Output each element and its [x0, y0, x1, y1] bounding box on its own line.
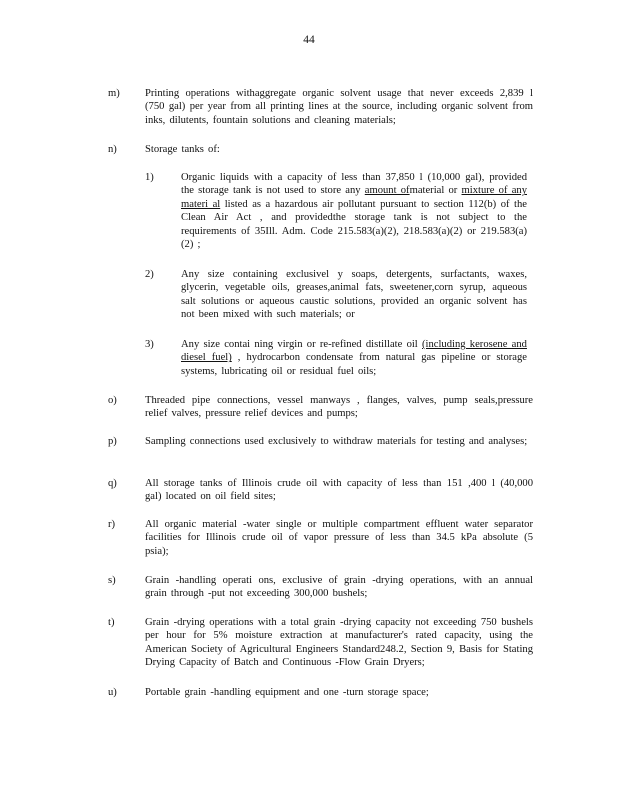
- sub-item-text: Any size contai ning virgin or re-refined distillate oil (including kerosene and diesel fuel) , hydrocarbon condensate from natural gas pipeline or storage systems, lubricating oil or residual fuel oils;: [181, 339, 527, 377]
- item-label: n): [108, 144, 117, 155]
- item-label: m): [108, 88, 120, 99]
- item-label: q): [108, 478, 117, 489]
- item-text: Grain -drying operations with a total grain -drying capacity not exceeding 750 bushels per hour for 5% moisture extraction at manufacturer's rated capacity, using the American Society of Agricultural Engineers Standard248.2, Section 9, Basis for Stating Drying Capacity of Batch and Continuous -Flow Grain Dryers;: [145, 617, 533, 669]
- item-label: p): [108, 436, 117, 447]
- sub-item-text: Organic liquids with a capacity of less than 37,850 l (10,000 gal), provided the storage tank is not used to store any amount ofmaterial or mixture of any materi al listed as a hazardous air pollutant pursuant to section 112(b) of the Clean Air Act , and providedthe storage tank is not subject to the requirements of 35Ill. Adm. Code 215.583(a)(2), 218.583(a)(2) or 219.583(a)(2) ;: [181, 172, 527, 251]
- item-text: Portable grain -handling equipment and one -turn storage space;: [145, 687, 429, 698]
- item-text: Grain -handling operati ons, exclusive of grain -drying operations, with an annual grain through -put not exceeding 300,000 bushels;: [145, 575, 533, 600]
- sub-item-text: Any size containing exclusivel y soaps, detergents, surfactants, waxes, glycerin, vegetable oils, greases,animal fats, sweetener,corn syrup, aqueous salt solutions or aqueous caustic solutions, provided an organic solvent has not been mixed with such materials; or: [181, 269, 527, 321]
- item-label: o): [108, 395, 117, 406]
- item-label: s): [108, 575, 116, 586]
- item-label: u): [108, 687, 117, 698]
- sub-item-label: 2): [145, 269, 154, 280]
- sub-item-label: 3): [145, 339, 154, 350]
- item-text: Printing operations withaggregate organic solvent usage that never exceeds 2,839 l (750 gal) per year from all printing lines at the source, including organic solvent from inks, dilutents, fountain solutions and cleaning materials;: [145, 88, 533, 126]
- sub-item-label: 1): [145, 172, 154, 183]
- item-text: All storage tanks of Illinois crude oil with capacity of less than 151 ,400 l (40,000 gal) located on oil field sites;: [145, 478, 533, 503]
- page-number: 44: [303, 34, 315, 46]
- item-text: All organic material -water single or multiple compartment effluent water separator facilities for Illinois crude oil of vapor pressure of less than 34.5 kPa absolute (5 psia);: [145, 519, 533, 557]
- item-text: Storage tanks of:: [145, 144, 220, 155]
- item-text: Threaded pipe connections, vessel manways , flanges, valves, pump seals,pressure relief valves, pressure relief devices and pumps;: [145, 395, 533, 420]
- item-label: r): [108, 519, 116, 530]
- item-label: t): [108, 617, 115, 628]
- item-text: Sampling connections used exclusively to withdraw materials for testing and analyses;: [145, 436, 528, 447]
